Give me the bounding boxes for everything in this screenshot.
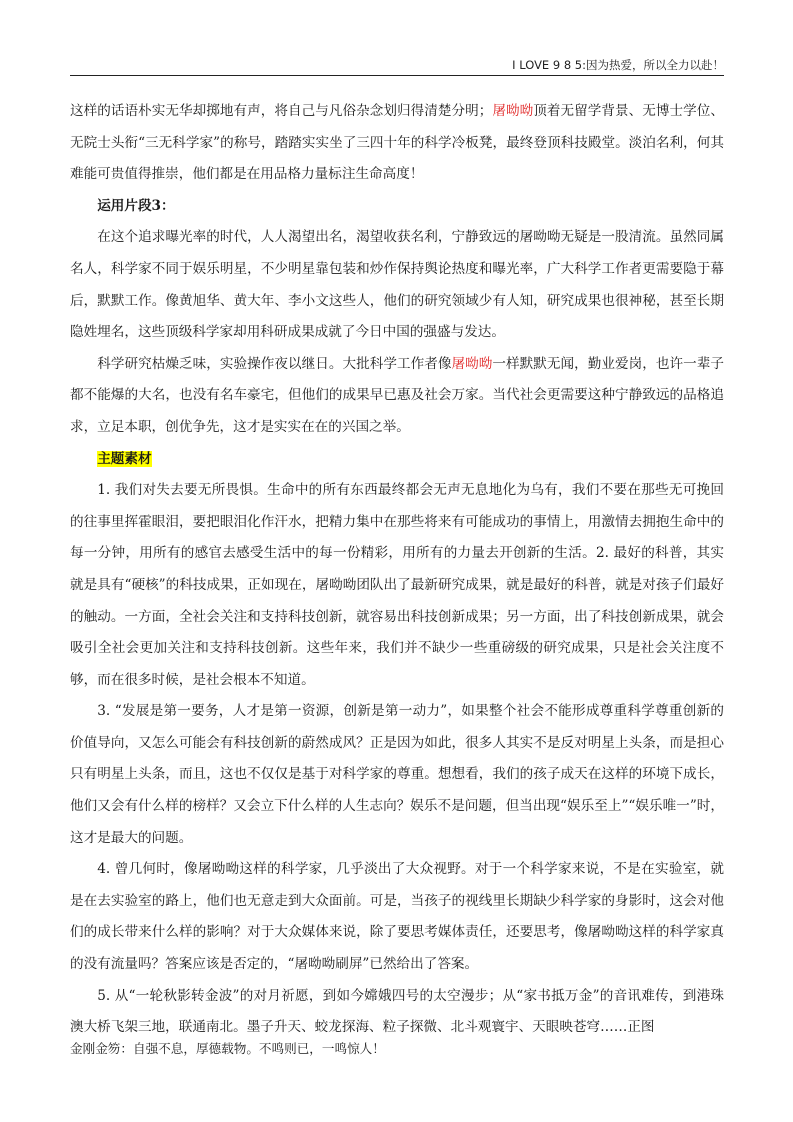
document-body <box>70 96 724 1044</box>
paragraph-text: 顶着无留学背景、无博士学位、无院士头衔“三无科学家”的称号，踏踏实实坐了三四十年的科学冷板凳，最终登顶科技殿堂。淡泊名利，何其难能可贵值得推崇，他们都是在用品格力量标注生命高度！ <box>70 103 725 183</box>
paragraph-text: 这样的话语朴实无华却掷地有声，将自己与凡俗杂念划归得清楚分明； <box>70 103 493 119</box>
list-item-4: 4. 曾几何时，像屠呦呦这样的科学家，几乎淡出了大众视野。对于一个科学家来说，不是在实验室，就是在去实验室的路上，他们也无意走到大众面前。可是，当孩子的视线里长期缺少科学家的身影时，这会对他们的成长带来什么样的影响？对于大众媒体来说，除了要思考媒体责任，还要思考，像屠呦呦这样的科学家真的没有流量吗？答案应该是否定的，“屠呦呦刷屏”已然给出了答案。 <box>70 861 724 973</box>
paragraph-text: 科学研究枯燥乏味，实验操作夜以继日。大批科学工作者像 <box>97 355 452 372</box>
paragraph-text: 一样默默无闻，勤业爱岗，也许一辈子都不能爆的大名，也没有名车豪宅，但他们的成果早已惠及社会万家。当代社会更需要这种宁静致远的品格追求，立足本职，创优争先，这才是实实在在的兴国之举。 <box>70 355 725 435</box>
highlighted-name: 屠呦呦 <box>451 355 493 372</box>
list-item-5: 5. 从“一轮秋影转金波”的对月祈愿，到如今嫦娥四号的太空漫步；从“家书抵万金”的音讯难传，到港珠澳大桥飞架三地，联通南北。墨子升天、蛟龙探海、粒子探微、北斗观寰宇、天眼映苍穹……正图 <box>70 987 724 1036</box>
paragraph-s3-1: 在这个追求曝光率的时代，人人渴望出名，渴望收获名利，宁静致远的屠呦呦无疑是一股清流。虽然同属名人，科学家不同于娱乐明星，不少明星靠包装和炒作保持舆论热度和曝光率，广大科学工作者更需要隐于幕后，默默工作。像黄旭华、黄大年、李小文这些人，他们的研究领域少有人知，研究成果也很神秘，甚至长期隐姓埋名，这些顶级科学家却用科研成果成就了今日中国的强盛与发达。 <box>70 229 724 341</box>
list-item-1: 1. 我们对失去要无所畏惧。生命中的所有东西最终都会无声无息地化为乌有，我们不要在那些无可挽回的往事里挥霍眼泪，要把眼泪化作汗水，把精力集中在那些将来有可能成功的事情上，用激情去拥抱生命中的每一分钟，用所有的感官去感受生活中的每一份精彩，用所有的力量去开创新的生活。2. 最好的科普，其实就是具有“硬核”的科技成果，正如现在，屠呦呦团队出了最新研究成果，就是最好的科普，就是对孩子们最好的触动。一方面，全社会关注和支持科技创新，就容易出科技创新成果；另一方面，出了科技创新成果，就会吸引全社会更加关注和支持科技创新。这些年来，我们并不缺少一些重磅级的研究成果，只是社会关注度不够，而在很多时候，是社会根本不知道。 <box>70 482 724 688</box>
paragraph-continuation <box>70 96 724 191</box>
page-header-text: I LOVE 9 8 5:因为热爱，所以全力以赴！ <box>512 58 724 72</box>
page-footer-text: 金刚金笏：自强不息，厚德载物。不鸣则已，一鸣惊人！ <box>70 1041 385 1056</box>
list-item-3: 3. “发展是第一要务，人才是第一资源，创新是第一动力”，如果整个社会不能形成尊重科学尊重创新的价值导向，又怎么可能会有科技创新的蔚然成风？正是因为如此，很多人其实不是反对明星上头条，而是担心只有明星上头条，而且，这也不仅仅是基于对科学家的尊重。想想看，我们的孩子成天在这样的环境下成长，他们又会有什么样的榜样？又会立下什么样的人生志向？娱乐不是问题，但当出现“娱乐至上”“娱乐唯一”时，这才是最大的问题。 <box>70 703 724 846</box>
section-heading: 运用片段3： <box>97 197 175 214</box>
theme-label: 主题素材 <box>97 450 152 467</box>
highlighted-name: 屠呦呦 <box>492 103 534 119</box>
header-divider <box>70 75 724 76</box>
theme-label-row <box>70 444 724 476</box>
paragraph-s3-2 <box>70 349 724 444</box>
